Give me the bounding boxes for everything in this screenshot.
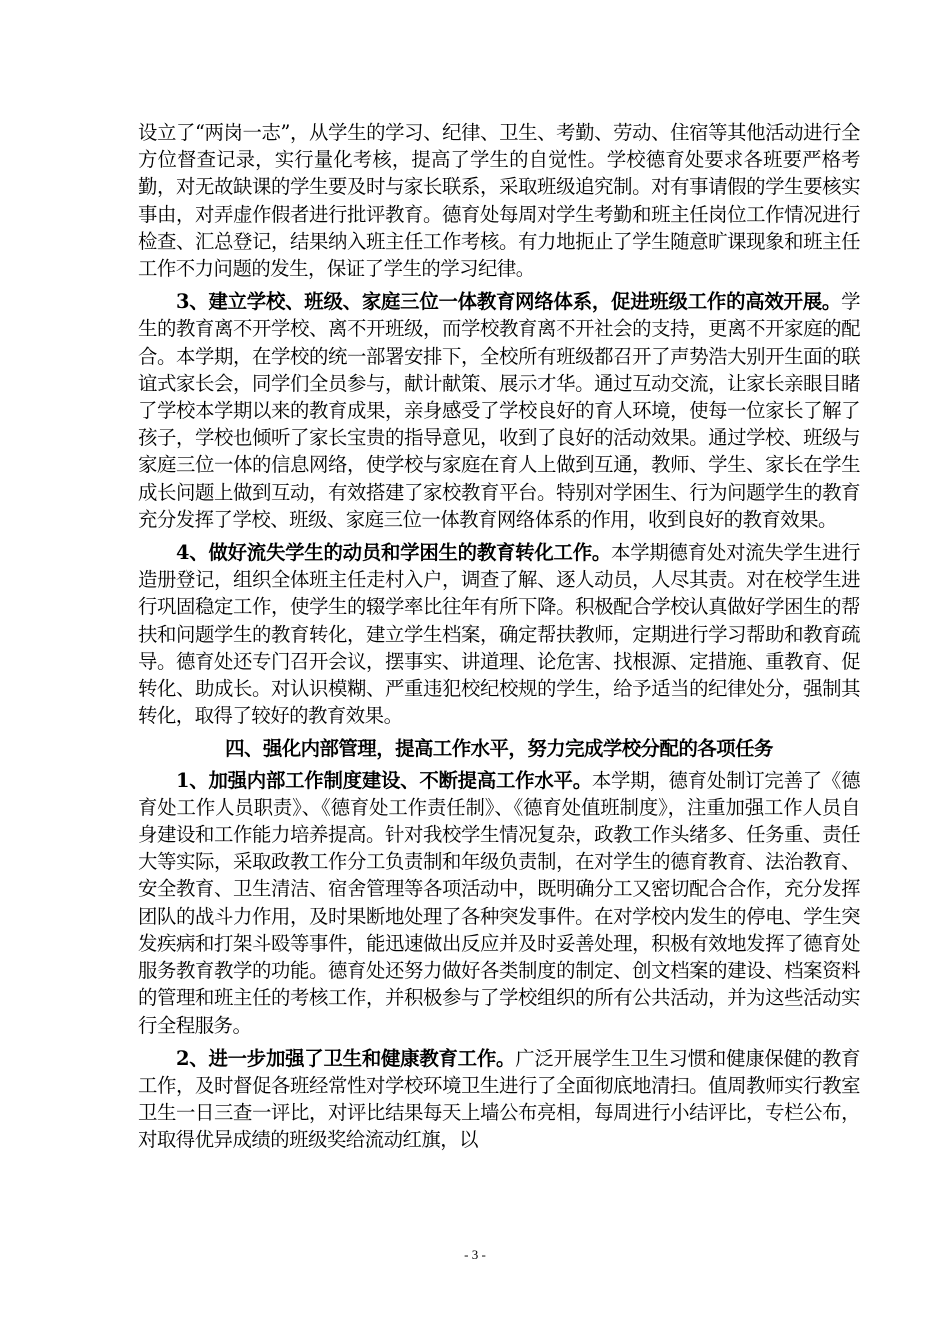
- paragraph-dropout-students: [138, 539, 860, 729]
- paragraph-lead: 4、做好流失学生的动员和学困生的教育转化工作。: [176, 541, 612, 565]
- section-heading: 四、强化内部管理，提高工作水平，努力完成学校分配的各项任务: [225, 737, 773, 761]
- paragraph-text: 设立了“两岗一志”，从学生的学习、纪律、卫生、考勤、劳动、住宿等其他活动进行全方位督查记录，实行量化考核，提高了学生的自觉性。学校德育处要求各班要严格考勤，对无故缺课的学生要及时与家长联系，采取班级追究制。对有事请假的学生要核实事由，对弄虚作假者进行批评教育。德育处每周对学生考勤和班主任岗位工作情况进行检查、汇总登记，结果纳入班主任工作考核。有力地扼止了学生随意旷课现象和班主任工作不力问题的发生，保证了学生的学习纪律。: [138, 121, 860, 281]
- paragraph-attendance: [138, 119, 860, 282]
- paragraph-lead: 1、加强内部工作制度建设、不断提高工作水平。: [176, 768, 592, 792]
- paragraph-text: 本学期，德育处制订完善了《德育处工作人员职责》、《德育处工作责任制》、《德育处值班制度》，注重加强工作人员自身建设和工作能力培养提高。针对我校学生情况复杂，政教工作头绪多、任务重、责任大等实际，采取政教工作分工负责制和年级负责制，在对学生的德育教育、法治教育、安全教育、卫生清洁、宿舍管理等各项活动中，既明确分工又密切配合合作，充分发挥团队的战斗力作用，及时果断地处理了各种突发事件。在对学校内发生的停电、学生突发疾病和打架斗殴等事件，能迅速做出反应并及时妥善处理，积极有效地发挥了德育处服务教育教学的功能。德育处还努力做好各类制度的制定、创文档案的建设、档案资料的管理和班主任的考核工作，并积极参与了学校组织的所有公共活动，并为这些活动实行全程服务。: [138, 768, 860, 1037]
- document-body: [138, 119, 860, 1160]
- paragraph-lead: 3、建立学校、班级、家庭三位一体教育网络体系，促进班级工作的高效开展。: [176, 290, 842, 314]
- paragraph-text: 学生的教育离不开学校、离不开班级，而学校教育离不开社会的支持，更离不开家庭的配合。本学期，在学校的统一部署安排下，全校所有班级都召开了声势浩大别开生面的联谊式家长会，同学们全员参与，献计献策、展示才华。通过互动交流，让家长亲眼目睹了学校本学期以来的教育成果，亲身感受了学校良好的育人环境，使每一位家长了解了孩子，学校也倾听了家长宝贵的指导意见，收到了良好的活动效果。通过学校、班级与家庭三位一体的信息网络，使学校与家庭在育人上做到互通，教师、学生、家长在学生成长问题上做到互动，有效搭建了家校教育平台。特别对学困生、行为问题学生的教育充分发挥了学校、班级、家庭三位一体教育网络体系的作用，收到良好的教育效果。: [138, 290, 860, 531]
- paragraph-text: 广泛开展学生卫生习惯和健康保健的教育工作，及时督促各班经常性对学校环境卫生进行了全面彻底地清扫。值周教师实行教室卫生一日三查一评比，对评比结果每天上墙公布亮相，每周进行小结评比，专栏公布，对取得优异成绩的班级奖给流动红旗，以: [138, 1046, 860, 1152]
- paragraph-health-education: [138, 1045, 860, 1154]
- paragraph-home-school-network: [138, 288, 860, 533]
- page-number: - 3 -: [464, 1247, 486, 1262]
- paragraph-text: 本学期德育处对流失学生进行造册登记，组织全体班主任走村入户，调查了解、逐人动员，人尽其责。对在校学生进行巩固稳定工作，使学生的辍学率比往年有所下降。积极配合学校认真做好学困生的帮扶和问题学生的教育转化，建立学生档案，确定帮扶教师，定期进行学习帮助和教育疏导。德育处还专门召开会议，摆事实、讲道理、论危害、找根源、定措施、重教育、促转化、助成长。对认识模糊、严重违犯校纪校规的学生，给予适当的纪律处分，强制其转化，取得了较好的教育效果。: [138, 541, 860, 728]
- paragraph-lead: 2、进一步加强了卫生和健康教育工作。: [176, 1046, 516, 1070]
- paragraph-internal-rules: [138, 767, 860, 1039]
